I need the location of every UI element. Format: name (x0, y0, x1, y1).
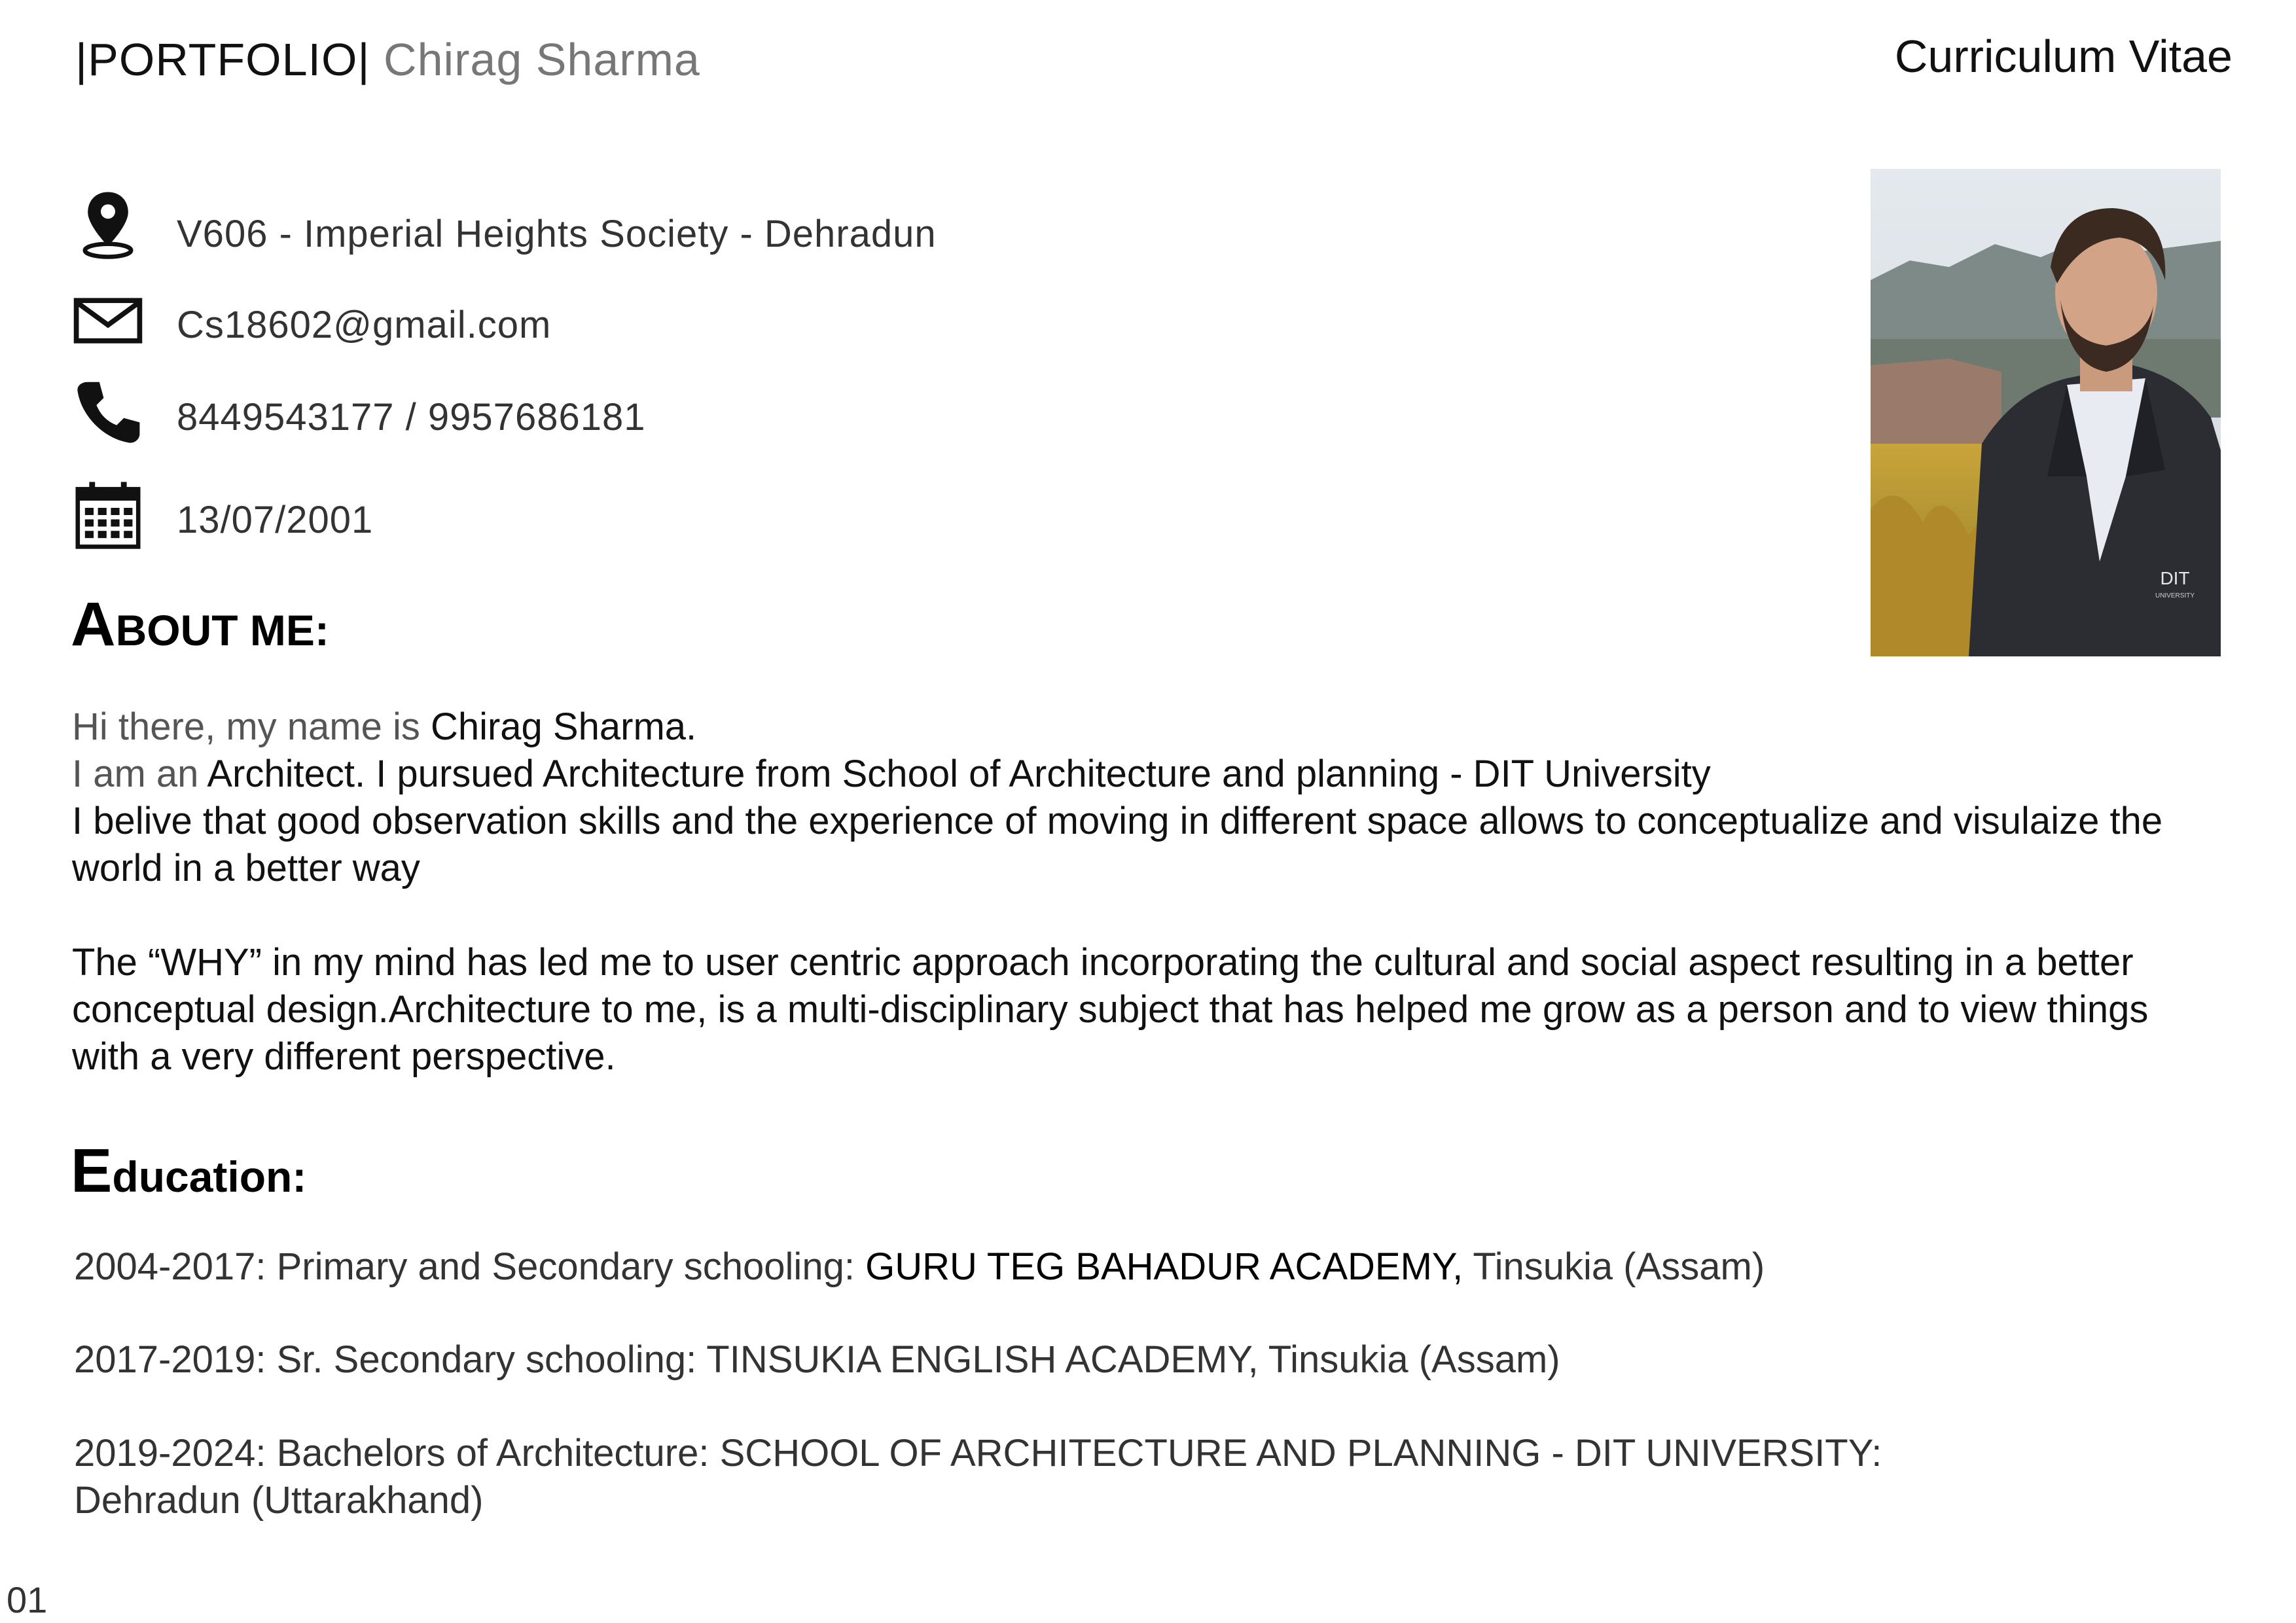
about-paragraph-2: The “WHY” in my mind has led me to user centric approach incorporating the cultural and social aspect resulting in a better conceptual design.Architecture to me, is a multi-disciplinary subject that has helped me grow as a person and to view things with a very different perspective. (72, 941, 2149, 1078)
about-line-1-muted: Hi there, my name is (72, 705, 431, 748)
education-institution: TINSUKIA ENGLISH ACADEMY, (706, 1338, 1259, 1381)
about-line-3: I belive that good observation skills and the experience of moving in different space allows to conceptualize and visulaize the world in a better way (72, 800, 2163, 889)
document-title: Curriculum Vitae (1894, 31, 2233, 82)
email-text: Cs18602@gmail.com (177, 304, 552, 346)
portfolio-label: |PORTFOLIO| (75, 34, 370, 85)
education-label: Primary and Secondary schooling: (276, 1245, 855, 1288)
education-label: Sr. Secondary schooling: (276, 1338, 697, 1381)
education-heading-rest: ducation: (112, 1152, 307, 1201)
address-text: V606 - Imperial Heights Society - Dehradun (177, 213, 937, 255)
about-line-2 (72, 751, 2225, 798)
about-heading (71, 589, 329, 660)
education-years: 2019-2024: (74, 1432, 266, 1474)
education-item (74, 1243, 2168, 1291)
phone-text: 8449543177 / 9957686181 (177, 396, 646, 438)
about-line-2-strong: Architect. I pursued Architecture from School of Architecture and planning - DIT University (207, 753, 1711, 795)
calendar-icon (72, 479, 144, 551)
about-body (72, 704, 2225, 1080)
about-heading-initial: A (71, 590, 116, 659)
dob-text: 13/07/2001 (177, 499, 374, 541)
education-label: Bachelors of Architecture: (276, 1432, 709, 1474)
portfolio-header (75, 29, 700, 90)
about-line-1-strong: Chirag Sharma. (430, 705, 697, 748)
profile-photo (1871, 169, 2221, 656)
page-number: 01 (7, 1579, 48, 1620)
education-years: 2017-2019: (74, 1338, 266, 1381)
education-institution: SCHOOL OF ARCHITECTURE AND PLANNING - DIT UNIVERSITY: (719, 1432, 1882, 1474)
photo-badge-text: DIT (2160, 568, 2190, 588)
about-line-1 (72, 704, 2225, 751)
education-place: Tinsukia (Assam) (1268, 1338, 1560, 1381)
location-pin-icon (72, 188, 144, 260)
phone-icon (72, 376, 144, 448)
education-heading (71, 1135, 306, 1207)
photo-badge-subtext: UNIVERSITY (2155, 592, 2195, 599)
about-heading-rest: BOUT ME: (115, 606, 329, 654)
about-line-2-muted: I am an (72, 753, 207, 795)
education-place: Tinsukia (Assam) (1473, 1245, 1765, 1288)
education-years: 2004-2017: (74, 1245, 266, 1288)
education-item (74, 1430, 2005, 1524)
education-heading-initial: E (71, 1136, 113, 1205)
education-item (74, 1336, 2168, 1383)
education-place: Dehradun (Uttarakhand) (74, 1479, 484, 1522)
author-name: Chirag Sharma (384, 34, 700, 85)
mail-icon (72, 291, 144, 350)
education-institution: GURU TEG BAHADUR ACADEMY, (865, 1245, 1463, 1288)
